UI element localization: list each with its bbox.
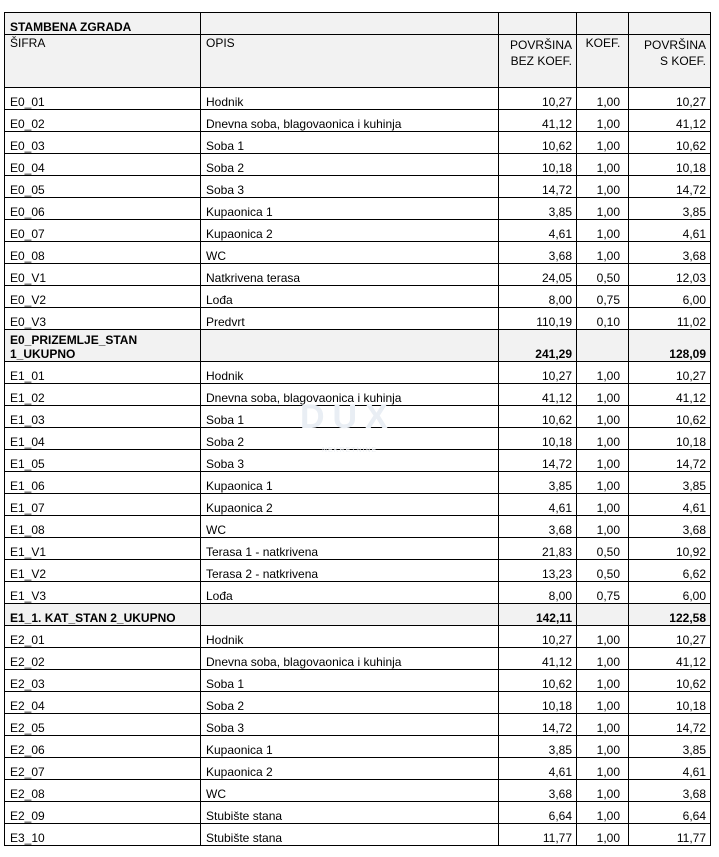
cell-sifra: E0_V2 <box>5 286 201 308</box>
cell-sifra: E1_05 <box>5 450 201 472</box>
cell-koef: 0,50 <box>577 560 629 582</box>
cell-koef: 1,00 <box>577 110 629 132</box>
table-row <box>5 428 711 450</box>
cell-povrsina-bez-koef: 14,72 <box>499 450 577 472</box>
cell-sifra: E3_10 <box>5 824 201 846</box>
cell-povrsina-bez-koef: 24,05 <box>499 264 577 286</box>
table-row <box>5 736 711 758</box>
cell-povrsina-s-koef: 12,03 <box>629 264 711 286</box>
cell-sifra: E2_04 <box>5 692 201 714</box>
cell-koef: 1,00 <box>577 362 629 384</box>
cell-opis: Hodnik <box>201 88 499 110</box>
cell-koef: 1,00 <box>577 692 629 714</box>
table-row <box>5 560 711 582</box>
cell-povrsina-s-koef: 3,68 <box>629 242 711 264</box>
cell-povrsina-s-koef: 14,72 <box>629 450 711 472</box>
cell-sifra: E1_V2 <box>5 560 201 582</box>
cell-opis: Dnevna soba, blagovaonica i kuhinja <box>201 110 499 132</box>
cell-povrsina-bez-koef: 110,19 <box>499 308 577 330</box>
cell-koef: 0,50 <box>577 264 629 286</box>
cell-povrsina-s-koef: 11,02 <box>629 308 711 330</box>
cell-opis: Soba 3 <box>201 450 499 472</box>
cell-opis: Hodnik <box>201 362 499 384</box>
table-row <box>5 110 711 132</box>
cell-opis: Kupaonica 1 <box>201 198 499 220</box>
cell-povrsina-s-koef: 10,27 <box>629 88 711 110</box>
cell-koef: 1,00 <box>577 450 629 472</box>
cell-koef: 1,00 <box>577 154 629 176</box>
cell-povrsina-bez-koef: 10,18 <box>499 692 577 714</box>
table-row <box>5 264 711 286</box>
cell-sifra: E2_03 <box>5 670 201 692</box>
cell-povrsina-s-koef: 10,62 <box>629 670 711 692</box>
cell-povrsina-bez-koef: 10,27 <box>499 88 577 110</box>
cell-povrsina-bez-koef: 10,62 <box>499 132 577 154</box>
total-row <box>5 330 711 362</box>
cell-povrsina-bez-koef: 4,61 <box>499 220 577 242</box>
cell-povrsina-s-koef: 14,72 <box>629 714 711 736</box>
cell-povrsina-bez-koef: 10,18 <box>499 428 577 450</box>
cell-sifra: E0_V3 <box>5 308 201 330</box>
table-row <box>5 286 711 308</box>
cell-povrsina-s-koef: 122,58 <box>629 604 711 626</box>
cell-koef: 1,00 <box>577 670 629 692</box>
cell-povrsina-bez-koef: 3,68 <box>499 242 577 264</box>
header-sifra: ŠIFRA <box>5 35 201 88</box>
cell-sifra: E1_04 <box>5 428 201 450</box>
cell-povrsina-s-koef: 10,18 <box>629 428 711 450</box>
cell-povrsina-s-koef: 3,85 <box>629 472 711 494</box>
cell-koef: 1,00 <box>577 428 629 450</box>
watermark-subtitle: NEKRETNINE <box>322 447 378 454</box>
table-row <box>5 384 711 406</box>
cell-sifra: E1_V1 <box>5 538 201 560</box>
cell-povrsina-bez-koef: 3,85 <box>499 198 577 220</box>
cell-opis: Kupaonica 2 <box>201 220 499 242</box>
table-row <box>5 758 711 780</box>
cell-sifra: E0_PRIZEMLJE_STAN 1_UKUPNO <box>5 330 201 362</box>
cell-povrsina-s-koef: 10,18 <box>629 154 711 176</box>
table-row <box>5 308 711 330</box>
cell-koef: 1,00 <box>577 198 629 220</box>
table-row <box>5 220 711 242</box>
cell-povrsina-s-koef: 41,12 <box>629 110 711 132</box>
cell-povrsina-s-koef: 6,00 <box>629 286 711 308</box>
table-row <box>5 472 711 494</box>
table-title: STAMBENA ZGRADA <box>5 13 201 35</box>
cell-opis: Hodnik <box>201 626 499 648</box>
cell-opis: Soba 2 <box>201 692 499 714</box>
cell-sifra: E1_08 <box>5 516 201 538</box>
table-row <box>5 450 711 472</box>
cell-koef: 1,00 <box>577 132 629 154</box>
table-row <box>5 362 711 384</box>
cell-povrsina-bez-koef: 4,61 <box>499 758 577 780</box>
header-koef: KOEF. <box>577 35 629 88</box>
cell-sifra: E2_06 <box>5 736 201 758</box>
table-row <box>5 198 711 220</box>
cell-koef: 1,00 <box>577 758 629 780</box>
cell-povrsina-bez-koef: 8,00 <box>499 286 577 308</box>
cell-povrsina-bez-koef: 3,85 <box>499 472 577 494</box>
table-row <box>5 176 711 198</box>
table-row <box>5 132 711 154</box>
cell-sifra: E0_07 <box>5 220 201 242</box>
cell-koef: 1,00 <box>577 472 629 494</box>
cell-povrsina-s-koef: 6,00 <box>629 582 711 604</box>
cell-opis: WC <box>201 516 499 538</box>
table-row <box>5 824 711 846</box>
watermark-logo: DUX <box>300 398 396 436</box>
cell-opis: Soba 1 <box>201 132 499 154</box>
cell-opis: Dnevna soba, blagovaonica i kuhinja <box>201 384 499 406</box>
cell-povrsina-bez-koef: 14,72 <box>499 176 577 198</box>
cell-sifra: E1_07 <box>5 494 201 516</box>
table-row <box>5 582 711 604</box>
cell-koef: 1,00 <box>577 220 629 242</box>
table-row <box>5 670 711 692</box>
cell-povrsina-bez-koef: 142,11 <box>499 604 577 626</box>
cell-opis: Terasa 2 - natkrivena <box>201 560 499 582</box>
table-row <box>5 692 711 714</box>
cell-povrsina-s-koef: 41,12 <box>629 648 711 670</box>
table-row <box>5 154 711 176</box>
cell-povrsina-s-koef: 6,62 <box>629 560 711 582</box>
cell-opis <box>201 604 499 626</box>
cell-povrsina-s-koef: 3,85 <box>629 198 711 220</box>
cell-koef: 1,00 <box>577 242 629 264</box>
cell-opis: Kupaonica 2 <box>201 758 499 780</box>
cell-koef: 0,75 <box>577 286 629 308</box>
table-row <box>5 406 711 428</box>
cell-povrsina-bez-koef: 3,85 <box>499 736 577 758</box>
cell-opis: Lođa <box>201 286 499 308</box>
cell-sifra: E0_01 <box>5 88 201 110</box>
cell-koef: 1,00 <box>577 780 629 802</box>
cell-sifra: E0_V1 <box>5 264 201 286</box>
table-title-row <box>5 13 711 35</box>
cell-povrsina-bez-koef: 10,18 <box>499 154 577 176</box>
cell-opis: Dnevna soba, blagovaonica i kuhinja <box>201 648 499 670</box>
cell-povrsina-bez-koef: 3,68 <box>499 516 577 538</box>
header-povrsina-s-koef: POVRŠINA S KOEF. <box>629 35 711 88</box>
cell-koef: 1,00 <box>577 736 629 758</box>
cell-povrsina-bez-koef: 41,12 <box>499 384 577 406</box>
cell-povrsina-s-koef: 41,12 <box>629 384 711 406</box>
cell-sifra: E0_08 <box>5 242 201 264</box>
cell-sifra: E0_02 <box>5 110 201 132</box>
cell-koef: 1,00 <box>577 824 629 846</box>
cell-opis: Soba 3 <box>201 714 499 736</box>
cell-povrsina-bez-koef: 10,62 <box>499 670 577 692</box>
cell-opis: WC <box>201 242 499 264</box>
cell-opis: Soba 2 <box>201 154 499 176</box>
cell-opis: Natkrivena terasa <box>201 264 499 286</box>
cell-povrsina-s-koef: 6,64 <box>629 802 711 824</box>
cell-povrsina-bez-koef: 3,68 <box>499 780 577 802</box>
cell-opis: Predvrt <box>201 308 499 330</box>
cell-povrsina-bez-koef: 4,61 <box>499 494 577 516</box>
table-row <box>5 88 711 110</box>
cell-sifra: E1_06 <box>5 472 201 494</box>
cell-opis: Stubište stana <box>201 802 499 824</box>
cell-povrsina-bez-koef: 10,27 <box>499 362 577 384</box>
cell-povrsina-bez-koef: 21,83 <box>499 538 577 560</box>
cell-sifra: E2_07 <box>5 758 201 780</box>
cell-sifra: E0_05 <box>5 176 201 198</box>
cell-koef: 1,00 <box>577 494 629 516</box>
cell-opis: WC <box>201 780 499 802</box>
cell-povrsina-s-koef: 3,85 <box>629 736 711 758</box>
cell-sifra: E2_05 <box>5 714 201 736</box>
cell-opis: Stubište stana <box>201 824 499 846</box>
cell-povrsina-bez-koef: 241,29 <box>499 330 577 362</box>
cell-sifra: E2_01 <box>5 626 201 648</box>
cell-povrsina-bez-koef: 10,62 <box>499 406 577 428</box>
cell-koef: 1,00 <box>577 516 629 538</box>
cell-sifra: E0_03 <box>5 132 201 154</box>
cell-povrsina-bez-koef: 14,72 <box>499 714 577 736</box>
table-row <box>5 648 711 670</box>
cell-sifra: E2_08 <box>5 780 201 802</box>
cell-povrsina-s-koef: 10,62 <box>629 132 711 154</box>
cell-sifra: E1_02 <box>5 384 201 406</box>
cell-koef <box>577 604 629 626</box>
cell-opis: Soba 3 <box>201 176 499 198</box>
cell-sifra: E2_09 <box>5 802 201 824</box>
cell-povrsina-s-koef: 3,68 <box>629 780 711 802</box>
cell-povrsina-bez-koef: 41,12 <box>499 110 577 132</box>
table-row <box>5 494 711 516</box>
cell-koef: 0,50 <box>577 538 629 560</box>
table-row <box>5 714 711 736</box>
cell-opis: Kupaonica 1 <box>201 472 499 494</box>
cell-povrsina-bez-koef: 8,00 <box>499 582 577 604</box>
table-row <box>5 242 711 264</box>
cell-sifra: E0_04 <box>5 154 201 176</box>
cell-povrsina-s-koef: 128,09 <box>629 330 711 362</box>
cell-opis: Kupaonica 2 <box>201 494 499 516</box>
cell-povrsina-s-koef: 10,27 <box>629 362 711 384</box>
cell-povrsina-bez-koef: 13,23 <box>499 560 577 582</box>
header-povrsina-bez-koef: POVRŠINA BEZ KOEF. <box>499 35 577 88</box>
cell-povrsina-s-koef: 3,68 <box>629 516 711 538</box>
cell-opis: Kupaonica 1 <box>201 736 499 758</box>
cell-povrsina-s-koef: 10,18 <box>629 692 711 714</box>
table-row <box>5 802 711 824</box>
table-row <box>5 538 711 560</box>
cell-povrsina-bez-koef: 10,27 <box>499 626 577 648</box>
table-row <box>5 516 711 538</box>
header-opis: OPIS <box>201 35 499 88</box>
cell-povrsina-s-koef: 4,61 <box>629 220 711 242</box>
cell-sifra: E1_1. KAT_STAN 2_UKUPNO <box>5 604 201 626</box>
cell-koef: 1,00 <box>577 384 629 406</box>
cell-koef: 1,00 <box>577 802 629 824</box>
cell-koef: 1,00 <box>577 406 629 428</box>
cell-koef: 0,10 <box>577 308 629 330</box>
cell-opis <box>201 330 499 362</box>
table-row <box>5 780 711 802</box>
cell-povrsina-bez-koef: 6,64 <box>499 802 577 824</box>
cell-povrsina-s-koef: 4,61 <box>629 758 711 780</box>
cell-opis: Lođa <box>201 582 499 604</box>
area-table <box>4 12 711 846</box>
cell-koef: 1,00 <box>577 714 629 736</box>
cell-povrsina-s-koef: 10,27 <box>629 626 711 648</box>
cell-sifra: E0_06 <box>5 198 201 220</box>
cell-povrsina-bez-koef: 11,77 <box>499 824 577 846</box>
total-row <box>5 604 711 626</box>
cell-povrsina-s-koef: 10,62 <box>629 406 711 428</box>
cell-povrsina-s-koef: 11,77 <box>629 824 711 846</box>
cell-povrsina-s-koef: 10,92 <box>629 538 711 560</box>
cell-povrsina-s-koef: 4,61 <box>629 494 711 516</box>
cell-koef: 1,00 <box>577 88 629 110</box>
cell-povrsina-bez-koef: 41,12 <box>499 648 577 670</box>
cell-koef: 1,00 <box>577 648 629 670</box>
cell-opis: Soba 1 <box>201 406 499 428</box>
cell-sifra: E1_V3 <box>5 582 201 604</box>
cell-koef: 1,00 <box>577 626 629 648</box>
cell-koef: 0,75 <box>577 582 629 604</box>
cell-sifra: E2_02 <box>5 648 201 670</box>
cell-koef: 1,00 <box>577 176 629 198</box>
cell-povrsina-s-koef: 14,72 <box>629 176 711 198</box>
cell-opis: Soba 2 <box>201 428 499 450</box>
cell-sifra: E1_03 <box>5 406 201 428</box>
cell-opis: Terasa 1 - natkrivena <box>201 538 499 560</box>
column-header-row <box>5 35 711 88</box>
cell-opis: Soba 1 <box>201 670 499 692</box>
cell-sifra: E1_01 <box>5 362 201 384</box>
table-row <box>5 626 711 648</box>
cell-koef <box>577 330 629 362</box>
